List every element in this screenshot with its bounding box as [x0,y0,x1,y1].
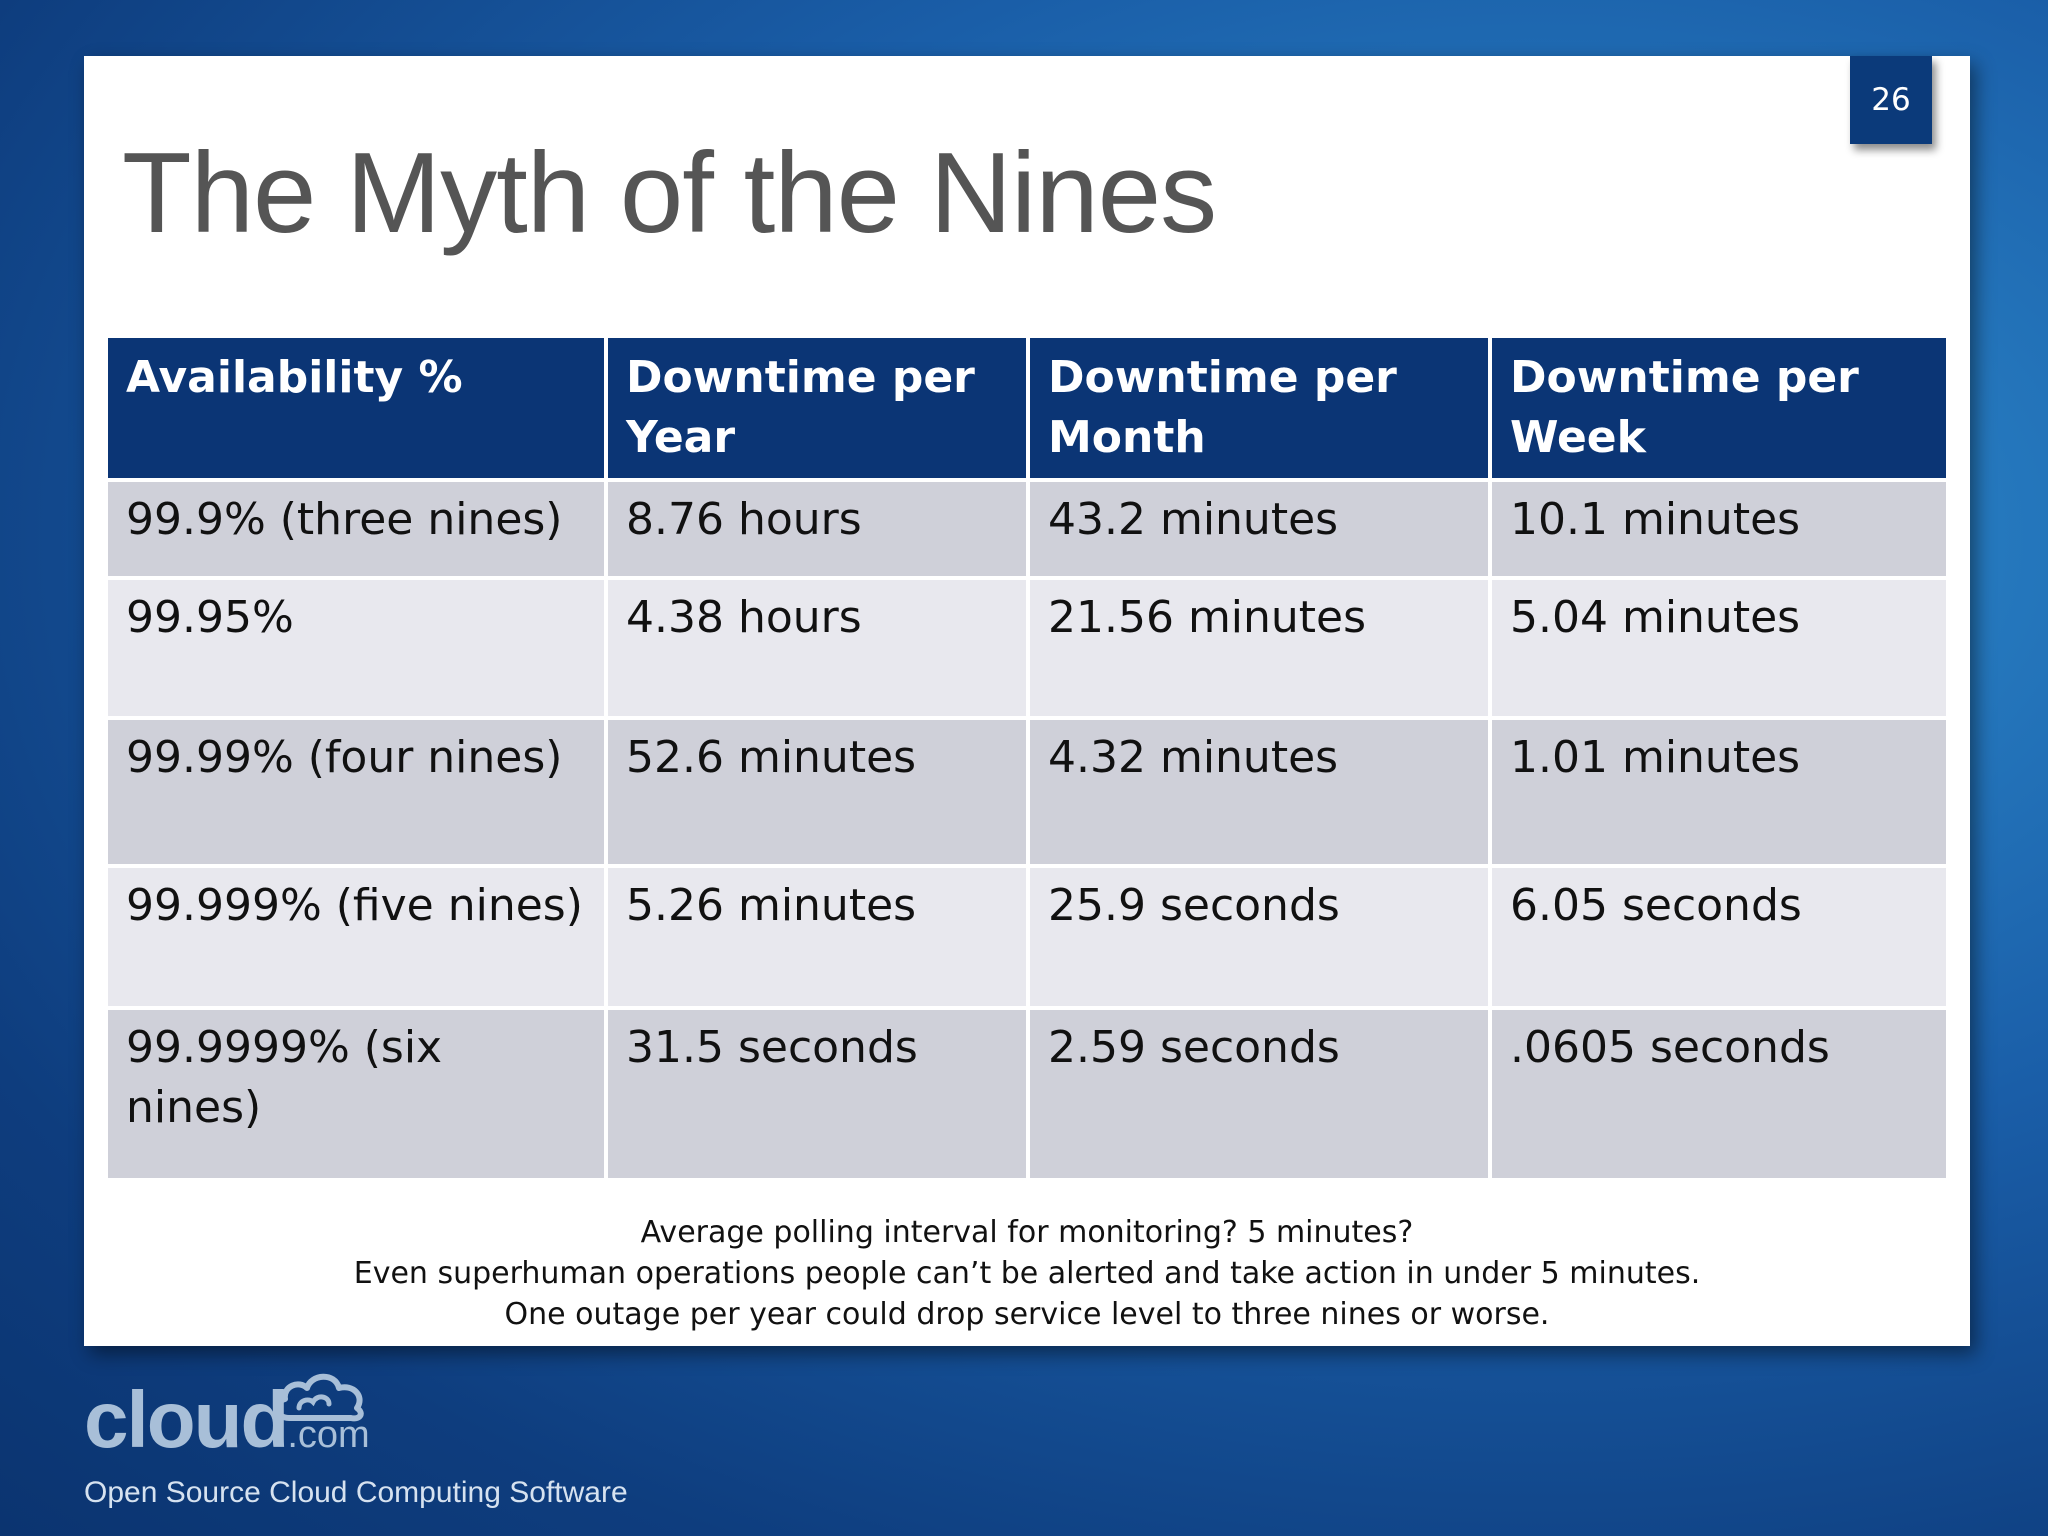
table-row [106,866,1948,1008]
note-line-outage: One outage per year could drop service level to three nines or worse. [504,1297,1550,1332]
slide-card [84,56,1970,1346]
note-line-polling: Average polling interval for monitoring? 5 minutes? [640,1215,1414,1250]
table-row [106,578,1948,718]
cell-year: 5.26 minutes [606,866,1028,1008]
cell-month: 4.32 minutes [1028,718,1490,866]
cell-availability: 99.95% [106,578,606,718]
logo-suffix: .com [287,1414,370,1456]
cell-month: 25.9 seconds [1028,866,1490,1008]
cell-week: 1.01 minutes [1490,718,1948,866]
cell-week: 6.05 seconds [1490,866,1948,1008]
cell-week: .0605 seconds [1490,1008,1948,1180]
cell-week: 5.04 minutes [1490,578,1948,718]
logo-wordmark: cloud [84,1375,288,1464]
header-downtime-month: Downtime per Month [1028,336,1490,480]
cell-week: 10.1 minutes [1490,480,1948,578]
header-availability: Availability % [106,336,606,480]
cell-year: 8.76 hours [606,480,1028,578]
cell-month: 21.56 minutes [1028,578,1490,718]
cell-year: 31.5 seconds [606,1008,1028,1180]
table-header-row [106,336,1948,480]
cell-year: 4.38 hours [606,578,1028,718]
cell-month: 2.59 seconds [1028,1008,1490,1180]
availability-table [104,334,1950,1182]
cell-availability: 99.999% (five nines) [106,866,606,1008]
cloud-com-logo [84,1375,370,1464]
table-row [106,718,1948,866]
table-row [106,1008,1948,1180]
cloud-icon [269,1368,369,1424]
header-downtime-year: Downtime per Year [606,336,1028,480]
cell-availability: 99.9999% (six nines) [106,1008,606,1180]
cell-year: 52.6 minutes [606,718,1028,866]
page-number-badge: 26 [1850,56,1932,144]
cell-availability: 99.99% (four nines) [106,718,606,866]
cell-month: 43.2 minutes [1028,480,1490,578]
slide-notes [84,1212,1970,1335]
cell-availability: 99.9% (three nines) [106,480,606,578]
header-downtime-week: Downtime per Week [1490,336,1948,480]
note-line-operations: Even superhuman operations people can’t be alerted and take action in under 5 minutes. [353,1256,1701,1291]
table-row [106,480,1948,578]
logo-tagline: Open Source Cloud Computing Software [84,1476,628,1509]
slide-title: The Myth of the Nines [122,130,1217,257]
